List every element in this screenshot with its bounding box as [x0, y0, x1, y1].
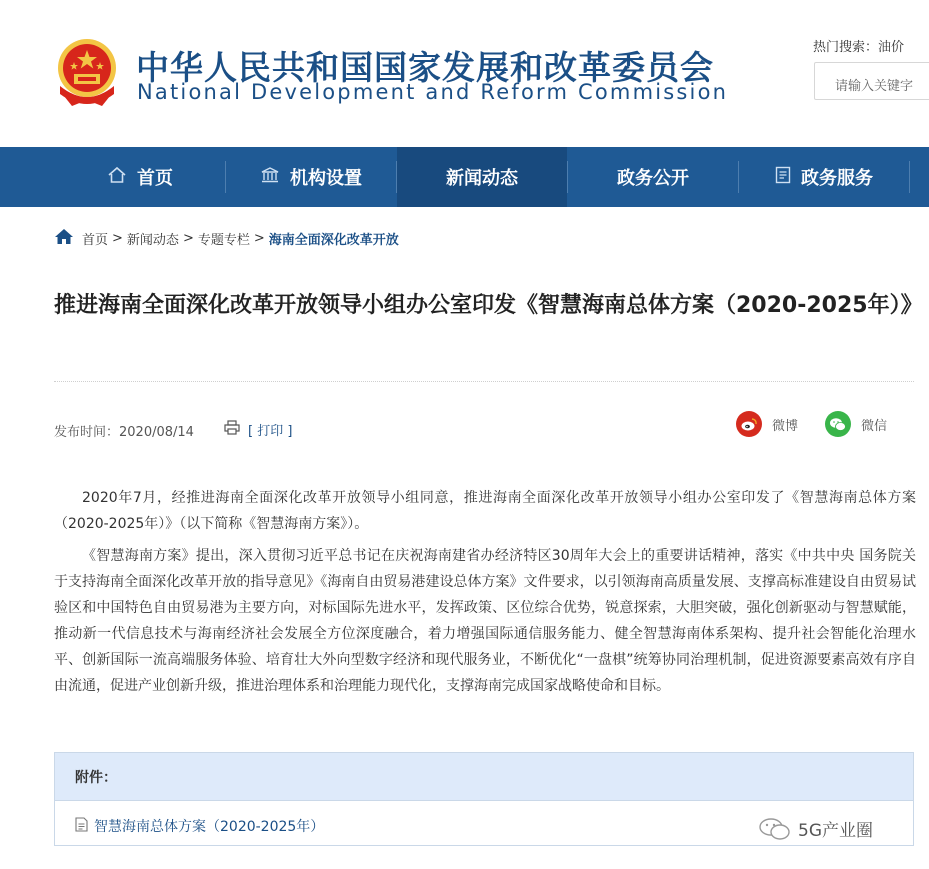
article-paragraph: 《智慧海南方案》提出，深入贯彻习近平总书记在庆祝海南建省办经济特区30周年大会上的重要讲话精神，落实《中共中央 国务院关于支持海南全面深化改革开放的指导意见》《海南自由贸易港建设总体方案》文件要求，以引领海南高质量发展、支撑高标准建设自由贸易试验区和中国特色自由贸易港为主要方向，对标国际先进水平，发挥政策、区位综合优势，锐意探索，大胆突破，强化创新驱动与智慧赋能，推动新一代信息技术与海南经济社会发展全方位深度融合，着力增强国际通信服务能力、健全智慧海南体系架构、提升社会智能化治理水平、创新国际一流高端服务体验、培育壮大外向型数字经济和现代服务业，不断优化“一盘棋”统筹协同治理机制，促进资源要素高效有序自由流通，促进产业创新升级，推进治理体系和治理能力现代化，支撑海南完成国家战略使命和目标。: [54, 548, 916, 694]
site-title-chinese[interactable]: 中华人民共和国国家发展和改革委员会: [136, 48, 714, 87]
share-wechat[interactable]: [825, 411, 887, 437]
breadcrumb-link[interactable]: 新闻动态: [126, 233, 179, 248]
wechat-watermark-icon: [758, 817, 792, 841]
breadcrumb-current[interactable]: 海南全面深化改革开放: [268, 233, 399, 248]
printer-icon: [224, 420, 240, 439]
site-title-english[interactable]: National Development and Reform Commission: [137, 80, 729, 104]
nav-label-home: 首页: [137, 168, 173, 189]
breadcrumb-link[interactable]: 首页: [82, 233, 109, 248]
wechat-label: 微信: [861, 418, 888, 434]
weibo-icon: [736, 411, 762, 437]
home-icon: [107, 166, 127, 189]
file-icon: [75, 817, 88, 836]
attachment-link[interactable]: [75, 816, 324, 836]
nav-item-organization[interactable]: [226, 147, 396, 207]
search-input[interactable]: [814, 62, 929, 100]
breadcrumb-separator: >: [112, 231, 123, 246]
watermark-text: 5G产业圈: [798, 821, 873, 841]
document-icon: [775, 166, 791, 189]
weibo-label: 微博: [772, 418, 799, 434]
print-label: [ 打印 ]: [248, 424, 293, 439]
article-body: [54, 485, 916, 705]
article-paragraph: 2020年7月，经推进海南全面深化改革开放领导小组同意，推进海南全面深化改革开放领导小组办公室印发了《智慧海南总体方案（2020-2025年）》（以下简称《智慧海南方案》）。: [54, 490, 916, 532]
attachments-label: 附件：: [55, 753, 913, 801]
breadcrumb-separator: >: [182, 231, 194, 246]
title-divider: [54, 381, 914, 382]
site-header: [0, 0, 929, 147]
article-title: 推进海南全面深化改革开放领导小组办公室印发《智慧海南总体方案（2020-2025年）》: [54, 293, 923, 318]
home-icon[interactable]: [54, 228, 74, 249]
hot-search-text[interactable]: 热门搜索：油价: [813, 40, 905, 55]
nav-label-gov-affairs: 政务公开: [617, 168, 689, 189]
national-emblem-icon[interactable]: [54, 38, 120, 110]
nav-label-news: 新闻动态: [446, 168, 518, 189]
nav-divider: [909, 161, 910, 193]
publish-date: 发布时间：2020/08/14: [54, 425, 194, 440]
nav-item-home[interactable]: [55, 147, 225, 207]
building-icon: [260, 166, 280, 189]
main-nav: [0, 147, 929, 207]
nav-label-gov-services: 政务服务: [801, 168, 873, 189]
wechat-icon: [825, 411, 851, 437]
nav-item-gov-affairs[interactable]: [568, 147, 738, 207]
share-weibo[interactable]: [736, 411, 798, 437]
breadcrumb-link[interactable]: 专题专栏: [197, 233, 250, 248]
breadcrumb-separator: >: [253, 231, 265, 246]
watermark: [758, 816, 873, 841]
breadcrumb: [54, 228, 399, 249]
print-button[interactable]: [224, 420, 292, 439]
nav-item-news[interactable]: [397, 147, 567, 207]
nav-label-organization: 机构设置: [290, 168, 362, 189]
attachment-name: 智慧海南总体方案（2020-2025年）: [94, 819, 325, 835]
nav-item-gov-services[interactable]: [739, 147, 909, 207]
